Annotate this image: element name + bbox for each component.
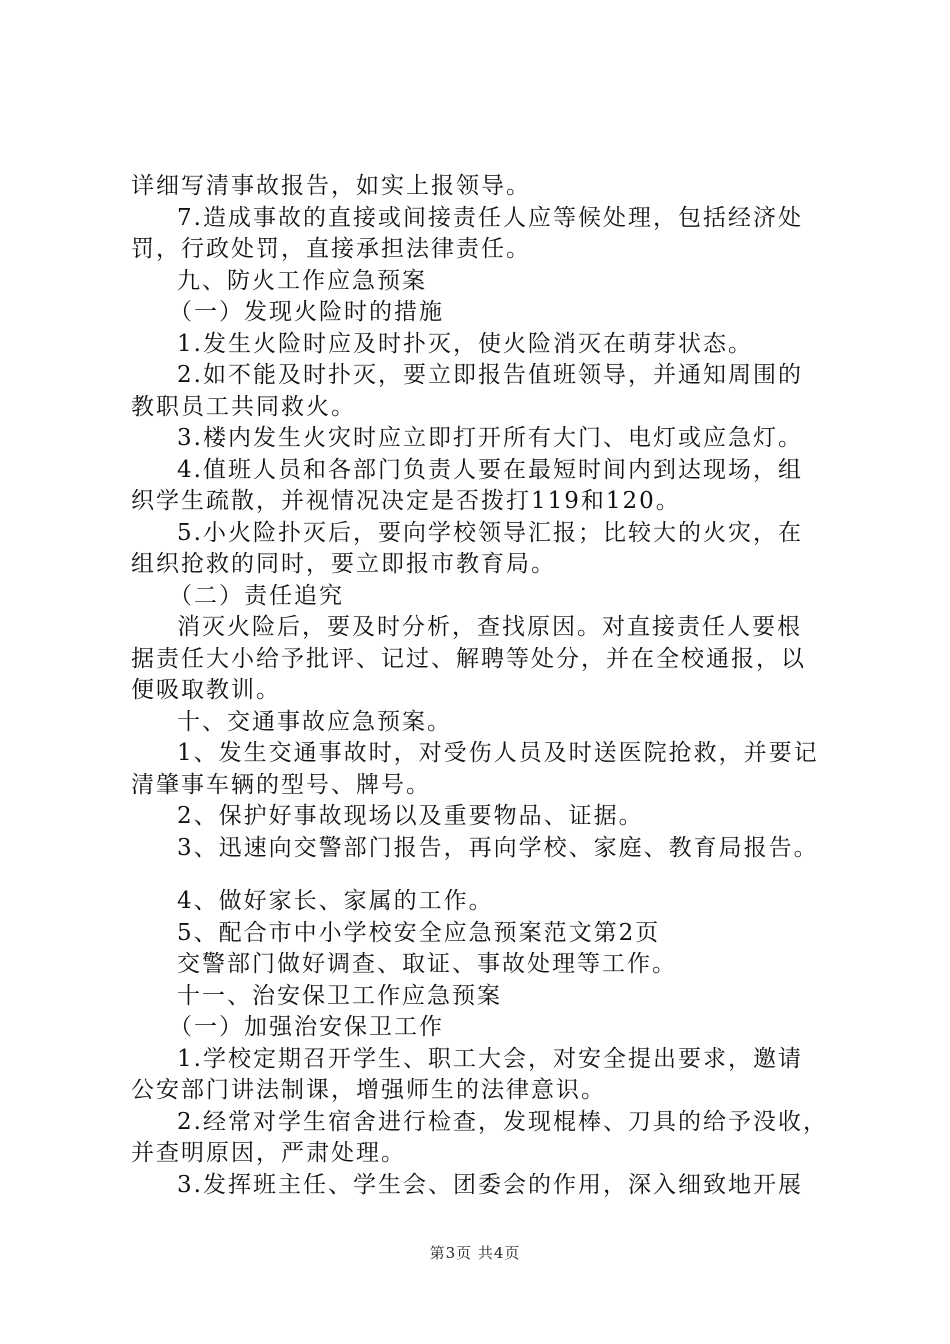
text-line: 消灭火险后，要及时分析，查找原因。对直接责任人要根 [177,614,802,640]
text-line: 1.学校定期召开学生、职工大会，对安全提出要求，邀请 [177,1045,803,1072]
text-line: 便吸取教训。 [131,677,281,703]
text-line: 1、发生交通事故时，对受伤人员及时送医院抢救，并要记 [177,740,819,766]
text-line: 7.造成事故的直接或间接责任人应等候处理，包括经济处 [177,204,803,231]
text-line: 4.值班人员和各部门负责人要在最短时间内到达现场，组 [177,456,803,483]
text-line: 5、配合市中小学校安全应急预案范文第2页 [177,919,661,946]
text-line: 3.发挥班主任、学生会、团委会的作用，深入细致地开展 [177,1171,803,1198]
text-line: 据责任大小给予批评、记过、解聘等处分，并在全校通报，以 [131,645,806,672]
text-line: 组织抢救的同时，要立即报市教育局。 [131,551,556,577]
text-line: （一）发现火险时的措施 [169,299,444,325]
text-line: 交警部门做好调查、取证、事故处理等工作。 [177,951,677,977]
text-line: 2、保护好事故现场以及重要物品、证据。 [177,803,644,829]
text-line: 罚，行政处罚，直接承担法律责任。 [131,236,531,262]
text-line: 十、交通事故应急预案。 [177,708,452,735]
text-line: 3、迅速向交警部门报告，再向学校、家庭、教育局报告。 [177,834,819,861]
text-line: 3.楼内发生火灾时应立即打开所有大门、电灯或应急灯。 [177,425,803,451]
text-line: 2.如不能及时扑灭，要立即报告值班领导，并通知周围的 [177,362,803,388]
text-line: （二）责任追究 [169,582,344,609]
text-line: 4、做好家长、家属的工作。 [177,888,494,914]
text-line: 教职员工共同救火。 [131,393,356,420]
text-line: 1.发生火险时应及时扑灭，使火险消灭在萌芽状态。 [177,330,753,357]
document-body [131,171,835,1201]
text-line: 十一、治安保卫工作应急预案 [177,982,502,1009]
text-line: 织学生疏散，并视情况决定是否拨打119和120。 [131,488,681,514]
page-footer: 第3页 共4页 [429,1244,521,1262]
text-line: （一）加强治安保卫工作 [169,1014,444,1040]
text-line: 并查明原因，严肃处理。 [131,1140,406,1166]
text-line: 详细写清事故报告，如实上报领导。 [131,173,531,199]
text-line: 清肇事车辆的型号、牌号。 [131,771,431,798]
text-line: 2.经常对学生宿舍进行检查，发现棍棒、刀具的给予没收， [177,1108,828,1135]
blank-line [131,864,835,886]
text-line: 公安部门讲法制课，增强师生的法律意识。 [131,1077,606,1103]
text-line: 九、防火工作应急预案 [177,267,427,294]
text-line: 5.小火险扑灭后，要向学校领导汇报；比较大的火灾，在 [177,519,803,546]
